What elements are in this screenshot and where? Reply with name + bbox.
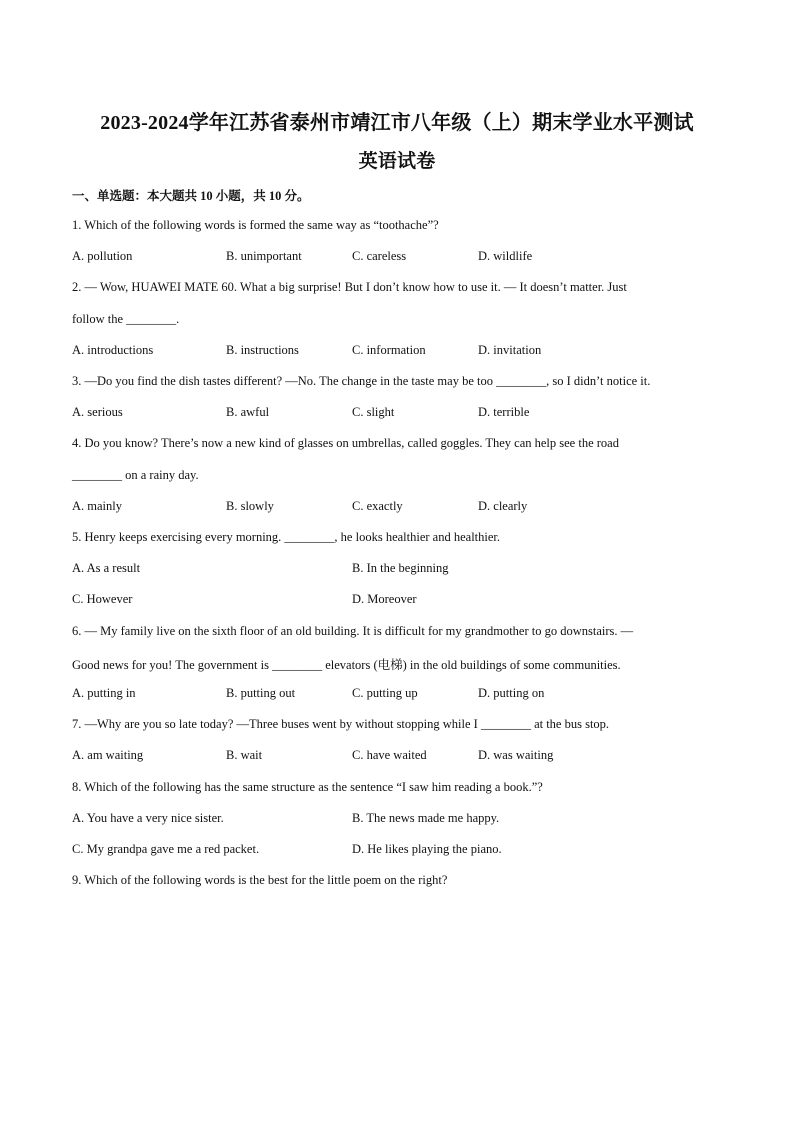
question-4-option-c: C. exactly [352,499,403,513]
question-1-option-c: C. careless [352,249,407,263]
question-7-option-d: D. was waiting [478,748,554,762]
question-4-stem: 4. Do you know? There’s now a new kind of glasses on umbrellas, called goggles. They can help see the road [72,436,619,450]
question-5-option-b: B. In the beginning [352,561,449,575]
question-1-option-d: D. wildlife [478,249,533,263]
question-3-stem: 3. —Do you find the dish tastes different? —No. The change in the taste may be too ________, so I didn’t notice it. [72,374,651,388]
question-5-option-c: C. However [72,592,133,606]
question-6-stem: 6. — My family live on the sixth floor of an old building. It is difficult for my grandmother to go downstairs. — [72,624,634,638]
question-2-option-c: C. information [352,343,426,357]
question-2-option-a: A. introductions [72,343,154,357]
question-8-option-d: D. He likes playing the piano. [352,842,502,856]
question-7-option-c: C. have waited [352,748,427,762]
question-7-option-b: B. wait [226,748,263,762]
question-5-option-a: A. As a result [72,561,141,575]
question-2-option-b: B. instructions [226,343,299,357]
question-9-stem: 9. Which of the following words is the best for the little poem on the right? [72,873,448,887]
question-1-option-a: A. pollution [72,249,133,263]
question-1-stem: 1. Which of the following words is formed the same way as “toothache”? [72,218,439,232]
question-8-option-c: C. My grandpa gave me a red packet. [72,842,260,856]
question-8-stem: 8. Which of the following has the same structure as the sentence “I saw him reading a book.”? [72,780,543,794]
question-8-option-a: A. You have a very nice sister. [72,811,224,825]
question-7-stem: 7. —Why are you so late today? —Three buses went by without stopping while I ________ at the bus stop. [72,717,610,731]
question-7-option-a: A. am waiting [72,748,144,762]
question-4-option-b: B. slowly [226,499,274,513]
question-4-option-d: D. clearly [478,499,528,513]
question-3-option-d: D. terrible [478,405,530,419]
question-6-option-a: A. putting in [72,686,136,700]
section-heading: 一、单选题：本大题共 10 小题，共 10 分。 [72,189,310,203]
question-5-option-d: D. Moreover [352,592,417,606]
question-6-option-d: D. putting on [478,686,545,700]
question-4-option-a: A. mainly [72,499,122,513]
question-4-stem-cont: ________ on a rainy day. [72,468,199,482]
question-5-stem: 5. Henry keeps exercising every morning. ________, he looks healthier and healthier. [72,530,501,544]
question-6-option-c: C. putting up [352,686,418,700]
question-2-option-d: D. invitation [478,343,542,357]
question-2-stem-cont: follow the ________. [72,312,180,326]
question-3-option-a: A. serious [72,405,123,419]
exam-subtitle: 英语试卷 [358,151,436,172]
question-1-option-b: B. unimportant [226,249,302,263]
question-3-option-b: B. awful [226,405,270,419]
question-3-option-c: C. slight [352,405,395,419]
question-8-option-b: B. The news made me happy. [352,811,500,825]
exam-title: 2023-2024学年江苏省泰州市靖江市八年级（上）期末学业水平测试 [100,112,694,134]
question-6-option-b: B. putting out [226,686,296,700]
question-6-stem-cont: Good news for you! The government is ________ elevators (电梯) in the old buildings of some communities. [72,658,621,672]
question-2-stem: 2. — Wow, HUAWEI MATE 60. What a big surprise! But I don’t know how to use it. — It doesn’t matter. Just [72,280,627,294]
